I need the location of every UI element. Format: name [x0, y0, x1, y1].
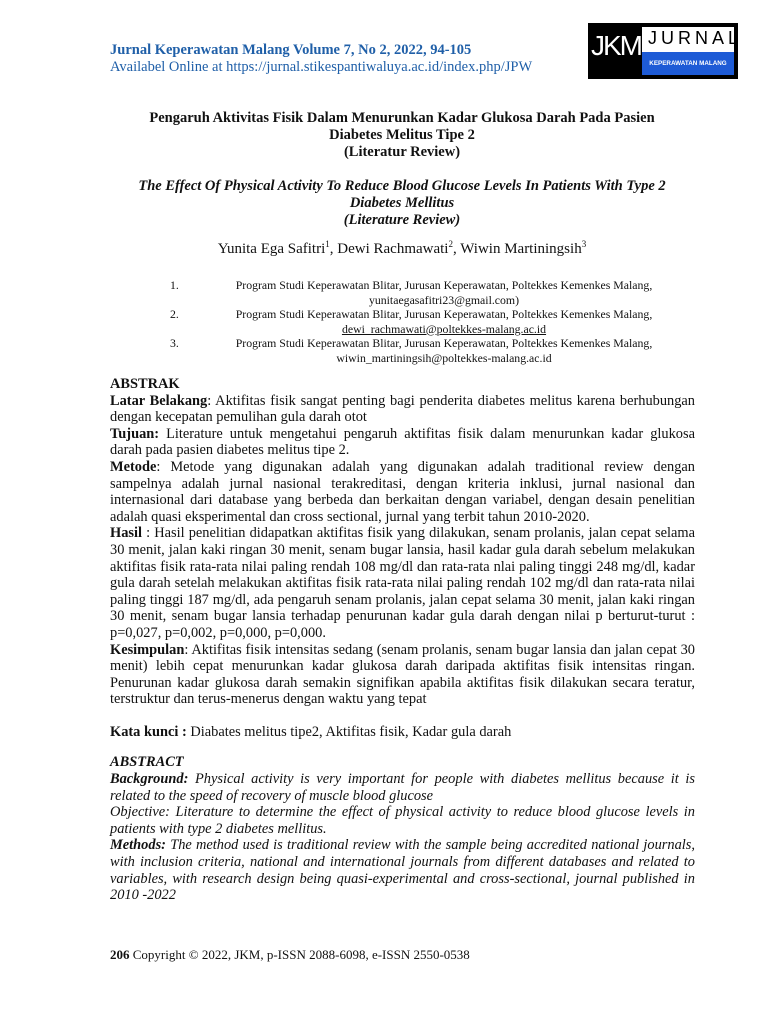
- author-name: Yunita Ega Safitri: [217, 241, 326, 257]
- methods-label: Methods:: [110, 837, 166, 854]
- title-english: [108, 178, 696, 229]
- kesimpulan-paragraph: [110, 642, 695, 708]
- abstrak-heading: ABSTRAK: [110, 376, 180, 392]
- copyright-text: Copyright © 2022, JKM, p-ISSN 2088-6098, e-ISSN 2550-0538: [129, 947, 470, 962]
- latar-belakang-paragraph: [110, 393, 695, 426]
- journal-url-line[interactable]: Availabel Online at https://jurnal.stikespantiwaluya.ac.id/index.php/JPW: [110, 59, 533, 75]
- background-paragraph: [110, 771, 695, 804]
- kesimpulan-label: Kesimpulan: [110, 641, 185, 658]
- hasil-text: : Hasil penelitian didapatkan aktifitas fisik yang dilakukan, senam prolanis, jalan cepat selama 30 menit, jalan kaki ringan 30 menit, senam bugar lansia, hasil kadar gula darah sebelum melakukan aktifitas fisik rata-rata nilai paling rendah 108 mg/dl dan rata-rata nlai paling tinggi 248 mg/dl, kadar gula darah setelah melakukan aktifitas fisik rata-rata nilai paling rendah 102 mg/dl dan rata-rata nilai paling tinggi 187 mg/dl, ada pengaruh senam prolanis, jalan cepat selama 30 menit, jalan kaki ringan 30 menit, senam bugar lansia terhadap penurunan kadar gula darah dengan nilai p berturut-turut : p=0,027, p=0,002, p=0,000, p=0,000.: [110, 525, 695, 641]
- tujuan-paragraph: [110, 426, 695, 459]
- background-label: Background:: [110, 771, 189, 788]
- latar-belakang-text: : Aktifitas fisik sangat penting bagi penderita diabetes melitus karena berhubungan dengan kecepatan pemulihan gula darah otot: [110, 392, 695, 426]
- affiliation-number: 3.: [170, 336, 179, 350]
- logo-panel: [642, 27, 743, 75]
- affiliation-email-link[interactable]: dewi_rachmawati@poltekkes-malang.ac.id: [341, 321, 547, 336]
- background-text: Physical activity is very important for people with diabetes mellitus because it is related to the speed of recovery of muscle blood glucose: [110, 771, 695, 804]
- hasil-paragraph: [110, 525, 695, 641]
- abstract-body: [110, 376, 695, 904]
- abstract-heading: ABSTRACT: [110, 754, 184, 771]
- author-sup: 3: [581, 239, 587, 249]
- journal-volume-line: Jurnal Keperawatan Malang Volume 7, No 2, 2022, 94-105: [110, 42, 472, 58]
- affiliation-text: Program Studi Keperawatan Blitar, Jurusan Keperawatan, Poltekkes Kemenkes Malang,: [235, 307, 653, 321]
- metode-label: Metode: [110, 458, 157, 475]
- affiliation-item: [170, 278, 690, 307]
- hasil-label: Hasil: [110, 525, 142, 542]
- author-sup: 1: [325, 239, 330, 249]
- title-en-line3: (Literature Review): [343, 212, 461, 228]
- author-name: Wiwin Martiningsih: [460, 241, 582, 257]
- title-indonesian: [108, 110, 696, 161]
- affiliation-list: [170, 278, 690, 365]
- author-separator: ,: [329, 241, 338, 257]
- logo-abbr: JKM: [591, 30, 641, 61]
- author-list: [108, 240, 696, 258]
- author-separator: ,: [452, 241, 461, 257]
- tujuan-text: Literature untuk mengetahui pengaruh aktifitas fisik dalam menurunkan kadar glukosa darah pada pasien diabetes melitus tipe 2.: [110, 425, 695, 459]
- title-id-line1: Pengaruh Aktivitas Fisik Dalam Menurunkan Kadar Glukosa Darah Pada Pasien: [149, 110, 655, 126]
- affiliation-email: yunitaegasafitri23@gmail.com): [368, 292, 520, 307]
- journal-header: [110, 42, 580, 76]
- title-en-line1: The Effect Of Physical Activity To Reduce Blood Glucose Levels In Patients With Type 2: [138, 178, 666, 194]
- kesimpulan-text: : Aktifitas fisik intensitas sedang (senam prolanis, senam bugar lansia dan jalan cepat 30 menit) lebih cepat menurunkan kadar glukosa darah daripada aktifitas fisik intensitas ringan. Penurunan kadar glukosa darah semakin signifikan apabila aktifitas fisik dilakukan secara teratur, terstruktur dan terus-menerus dengan waktu yang tepat: [110, 641, 695, 708]
- kata-kunci-text: Diabates melitus tipe2, Aktifitas fisik, Kadar gula darah: [186, 723, 512, 740]
- affiliation-item: [170, 307, 690, 336]
- title-en-line2: Diabetes Mellitus: [349, 195, 455, 211]
- affiliation-number: 2.: [170, 307, 179, 321]
- objective-paragraph: Objective: Literature to determine the effect of physical activity to reduce blood glucose levels in patients with type 2 diabetes mellitus.: [110, 804, 695, 837]
- metode-paragraph: [110, 459, 695, 525]
- affiliation-item: [170, 336, 690, 365]
- logo-word: JURNAL: [648, 28, 743, 48]
- methods-text: The method used is traditional review with the sample being accredited national journals, with inclusion criteria, national and international journals from different databases and related to variables, with research design being quasi-experimental and cross-sectional, journal published in 2010 -2022: [110, 837, 695, 904]
- latar-belakang-label: Latar Belakang: [110, 392, 208, 409]
- affiliation-text: Program Studi Keperawatan Blitar, Jurusan Keperawatan, Poltekkes Kemenkes Malang,: [235, 278, 653, 292]
- tujuan-label: Tujuan:: [110, 425, 160, 442]
- metode-text: : Metode yang digunakan adalah yang digunakan adalah traditional review dengan sampelnya adalah jurnal nasional terakreditasi, dengan kriteria inklusi, jurnal nasional dan internasional dari database yang berbeda dan berkaitan dengan variabel, dengan desain penelitian adalah quasi eksperimental dan cross sectional, jurnal yang terbit tahun 2010-2020.: [110, 458, 695, 525]
- affiliation-email: wiwin_martiningsih@poltekkes-malang.ac.id: [336, 350, 552, 365]
- affiliation-number: 1.: [170, 278, 179, 292]
- logo-subtitle: KEPERAWATAN MALANG: [642, 52, 734, 75]
- author-name: Dewi Rachmawati: [337, 241, 449, 257]
- kata-kunci-paragraph: [110, 724, 695, 741]
- affiliation-text: Program Studi Keperawatan Blitar, Jurusan Keperawatan, Poltekkes Kemenkes Malang,: [235, 336, 653, 350]
- page-number: 206: [110, 947, 130, 962]
- jkm-logo: [588, 23, 743, 79]
- methods-paragraph: [110, 837, 695, 903]
- kata-kunci-label: Kata kunci :: [110, 723, 187, 740]
- author-sup: 2: [448, 239, 453, 249]
- title-id-line3: (Literatur Review): [343, 144, 461, 160]
- title-id-line2: Diabetes Melitus Tipe 2: [329, 127, 475, 143]
- page-footer: [110, 947, 470, 963]
